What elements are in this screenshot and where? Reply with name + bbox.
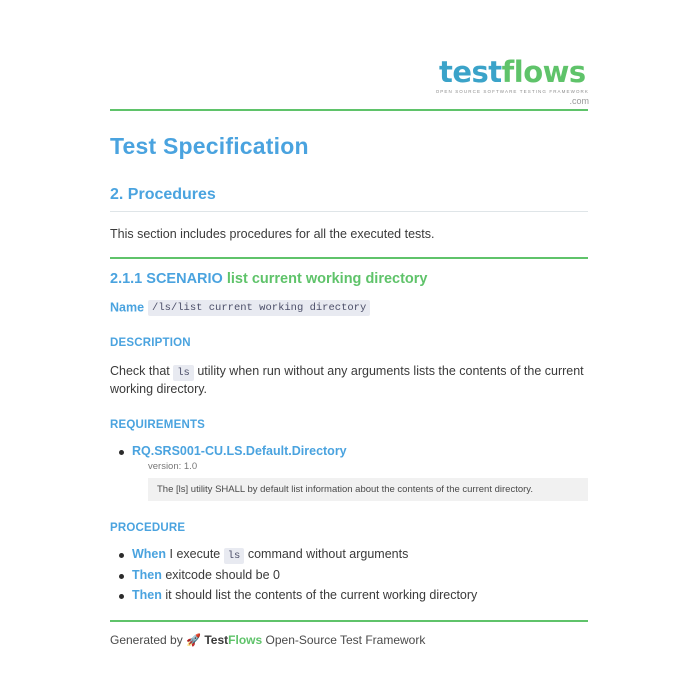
description-heading: DESCRIPTION: [110, 336, 191, 349]
description-text-before: Check that: [110, 363, 170, 378]
step-keyword: Then: [132, 587, 162, 602]
footer-divider: [110, 620, 588, 622]
logo-word-flows: flows: [501, 55, 586, 89]
footer: [110, 633, 589, 647]
step-text-before: it should list the contents of the current working directory: [165, 587, 478, 602]
logo-tagline: OPEN SOURCE SOFTWARE TESTING FRAMEWORK: [435, 89, 589, 94]
step-text-before: I execute: [169, 546, 221, 561]
procedure-heading: PROCEDURE: [110, 521, 186, 534]
scenario-name-label: Name: [110, 299, 145, 314]
section-divider: [110, 211, 588, 212]
scenario-divider: [110, 257, 588, 259]
scenario-title: list current working directory: [226, 270, 428, 287]
rocket-icon: 🚀: [186, 633, 202, 648]
logo-area: [110, 0, 589, 95]
section-intro: This section includes procedures for all the executed tests.: [110, 226, 435, 241]
scenario-name-value: /ls/list current working directory: [148, 300, 370, 316]
step-text-after: command without arguments: [247, 546, 409, 561]
logo-word-test: test: [438, 55, 502, 89]
page-title: Test Specification: [110, 132, 309, 159]
testflows-logo[interactable]: [435, 55, 589, 95]
header-divider: [110, 109, 588, 111]
scenario-number: 2.1.1 SCENARIO: [110, 270, 223, 287]
step-text-before: exitcode should be 0: [165, 567, 281, 582]
requirements-heading: REQUIREMENTS: [110, 418, 206, 431]
footer-prefix: Generated by: [110, 633, 183, 648]
list-item: [132, 546, 589, 564]
requirement-link[interactable]: RQ.SRS001-CU.LS.Default.Directory: [132, 443, 347, 458]
footer-brand-flows: Flows: [228, 633, 263, 648]
description-text-after: utility when run without any arguments lists the contents of the current working directory.: [110, 363, 584, 396]
step-keyword: Then: [132, 567, 162, 582]
procedure-steps: [110, 546, 589, 604]
requirement-text: The [ls] utility SHALL by default list information about the contents of the current directory.: [148, 478, 588, 501]
step-code: ls: [224, 548, 245, 564]
requirement-version: version: 1.0: [148, 460, 198, 472]
description-text: [110, 363, 589, 398]
section-heading: 2. Procedures: [110, 185, 216, 203]
step-keyword: When: [132, 546, 167, 561]
logo-domain-suffix: .com: [569, 96, 589, 106]
list-item: [132, 567, 589, 584]
logo-wordmark: [436, 55, 589, 89]
requirements-list: [110, 444, 589, 501]
footer-brand-test: Test: [204, 633, 229, 648]
scenario-heading: [110, 271, 589, 287]
footer-suffix: Open-Source Test Framework: [265, 633, 426, 648]
description-code: ls: [173, 365, 194, 381]
list-item: [132, 587, 589, 604]
scenario-name-line: [110, 300, 589, 316]
list-item: [132, 444, 589, 501]
